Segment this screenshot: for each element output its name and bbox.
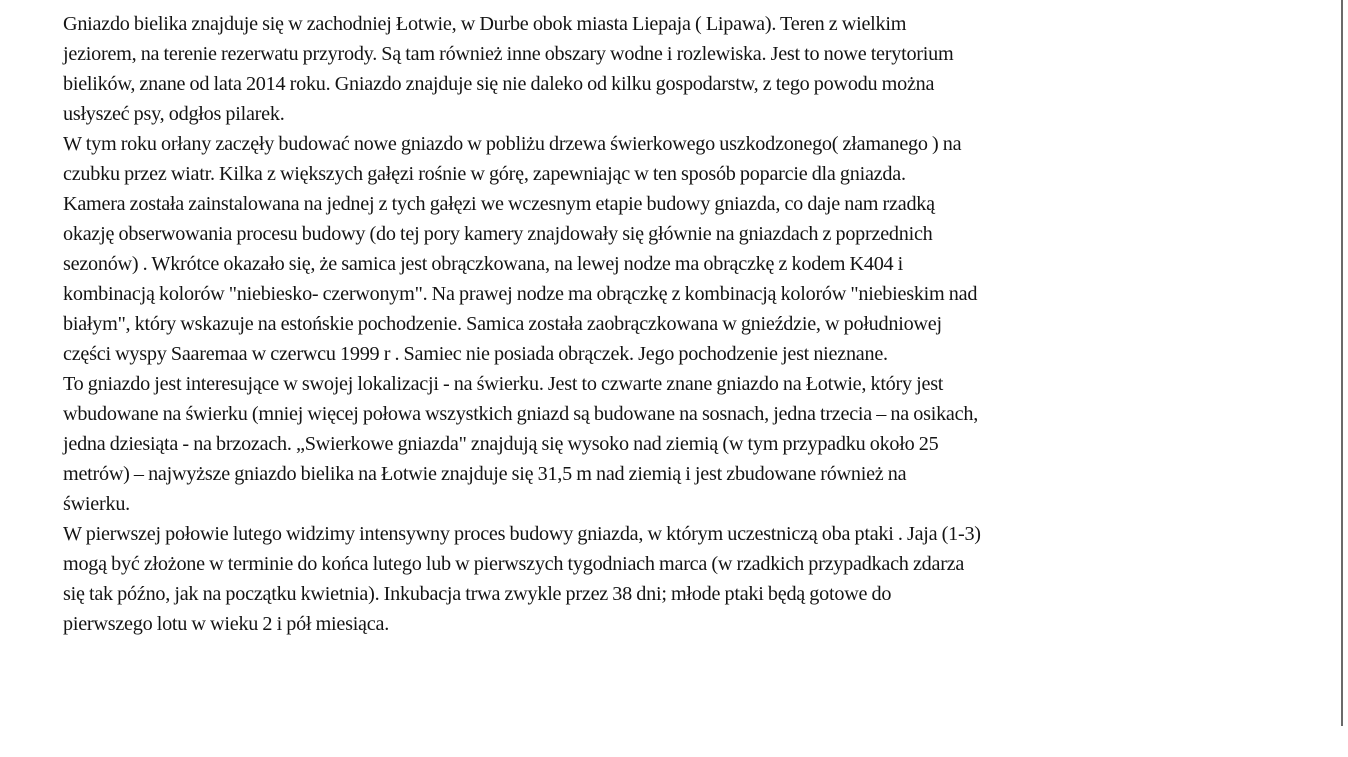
document-body xyxy=(63,9,1283,639)
text-line: W tym roku orłany zaczęły budować nowe gniazdo w pobliżu drzewa świerkowego uszkodzonego( złamanego ) na xyxy=(63,133,962,155)
text-line: mogą być złożone w terminie do końca lutego lub w pierwszych tygodniach marca (w rzadkich przypadkach zdarza xyxy=(63,553,965,575)
text-line: się tak późno, jak na początku kwietnia). Inkubacja trwa zwykle przez 38 dni; młode ptaki będą gotowe do xyxy=(63,583,892,605)
text-line: czubku przez wiatr. Kilka z większych gałęzi rośnie w górę, zapewniając w ten sposób poparcie dla gniazda. xyxy=(63,163,906,185)
text-line: To gniazdo jest interesujące w swojej lokalizacji - na świerku. Jest to czwarte znane gniazdo na Łotwie, który jest xyxy=(63,373,944,395)
text-line: świerku. xyxy=(63,493,130,515)
text-line: kombinacją kolorów "niebiesko- czerwonym". Na prawej nodze ma obrączkę z kombinacją kolorów "niebieskim nad xyxy=(63,283,978,305)
text-line: białym", który wskazuje na estońskie pochodzenie. Samica została zaobrączkowana w gnieździe, w południowej xyxy=(63,313,942,335)
text-line: pierwszego lotu w wieku 2 i pół miesiąca. xyxy=(63,613,389,635)
page-right-border xyxy=(1341,0,1343,726)
text-line: jedna dziesiąta - na brzozach. „Swierkowe gniazda" znajdują się wysoko nad ziemią (w tym przypadku około 25 xyxy=(63,433,939,455)
text-line: jeziorem, na terenie rezerwatu przyrody. Są tam również inne obszary wodne i rozlewiska. Jest to nowe terytorium xyxy=(63,43,954,65)
text-line: usłyszeć psy, odgłos pilarek. xyxy=(63,103,285,125)
text-line: W pierwszej połowie lutego widzimy intensywny proces budowy gniazda, w którym uczestniczą oba ptaki . Jaja (1-3) xyxy=(63,523,981,545)
text-line: części wyspy Saaremaa w czerwcu 1999 r . Samiec nie posiada obrączek. Jego pochodzenie jest nieznane. xyxy=(63,343,888,365)
text-line: sezonów) . Wkrótce okazało się, że samica jest obrączkowana, na lewej nodze ma obrączkę z kodem K404 i xyxy=(63,253,904,275)
text-line: Gniazdo bielika znajduje się w zachodniej Łotwie, w Durbe obok miasta Liepaja ( Lipawa). Teren z wielkim xyxy=(63,13,907,35)
text-line: wbudowane na świerku (mniej więcej połowa wszystkich gniazd są budowane na sosnach, jedna trzecia – na osikach, xyxy=(63,403,978,425)
text-line: okazję obserwowania procesu budowy (do tej pory kamery znajdowały się głównie na gniazdach z poprzednich xyxy=(63,223,933,245)
text-line: Kamera została zainstalowana na jednej z tych gałęzi we wczesnym etapie budowy gniazda, co daje nam rzadką xyxy=(63,193,935,215)
text-line: metrów) – najwyższe gniazdo bielika na Łotwie znajduje się 31,5 m nad ziemią i jest zbudowane również na xyxy=(63,463,907,485)
text-line: bielików, znane od lata 2014 roku. Gniazdo znajduje się nie daleko od kilku gospodarstw, z tego powodu można xyxy=(63,73,935,95)
